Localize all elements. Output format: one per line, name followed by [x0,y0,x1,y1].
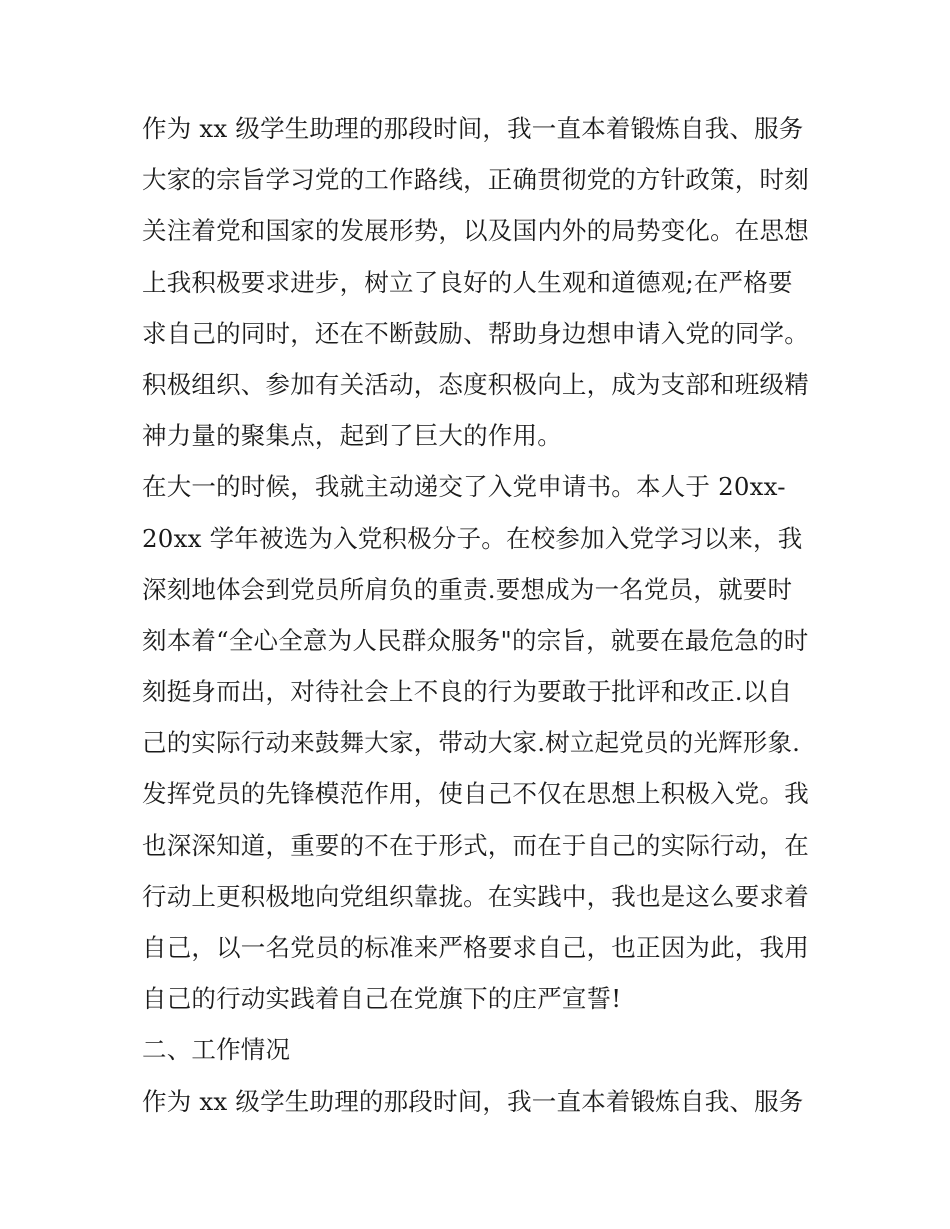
text-line: 作为 xx 级学生助理的那段时间，我一直本着锻炼自我、服务 [142,114,804,143]
text-line: 求自己的同时，还在不断鼓励、帮助身边想申请入党的同学。 [142,318,809,348]
text-line: 作为 xx 级学生助理的那段时间，我一直本着锻炼自我、服务 [142,1086,804,1116]
text-line: 刻本着“全心全意为人民群众服务"的宗旨，就要在最危急的时 [142,625,809,655]
section-heading: 二、工作情况 [142,1035,291,1065]
text-line: 行动上更积极地向党组织靠拢。在实践中，我也是这么要求着 [142,881,809,911]
text-line: 20xx 学年被选为入党积极分子。在校参加入党学习以来，我 [142,523,803,553]
text-line: 关注着党和国家的发展形势，以及国内外的局势变化。在思想 [142,216,809,246]
body-text [142,103,822,1127]
text-line: 积极组织、参加有关活动，态度积极向上，成为支部和班级精 [142,369,809,399]
text-line: 也深深知道，重要的不在于形式，而在于自己的实际行动，在 [142,830,809,860]
text-line: 刻挺身而出，对待社会上不良的行为要敢于批评和改正.以自 [142,677,793,707]
text-line: 自己，以一名党员的标准来严格要求自己，也正因为此，我用 [142,933,809,962]
text-line: 己的实际行动来鼓舞大家，带动大家.树立起党员的光辉形象. [142,728,801,758]
text-line: 神力量的聚集点，起到了巨大的作用。 [142,421,562,451]
text-line: 自己的行动实践着自己在党旗下的庄严宣誓! [142,984,622,1014]
text-line: 在大一的时候，我就主动递交了入党申请书。本人于 20xx- [142,472,786,502]
text-line: 大家的宗旨学习党的工作路线，正确贯彻党的方针政策，时刻 [142,165,809,195]
text-line: 深刻地体会到党员所肩负的重责.要想成为一名党员，就要时 [142,574,793,604]
text-line: 上我积极要求进步，树立了良好的人生观和道德观;在严格要 [142,267,793,297]
text-line: 发挥党员的先锋模范作用，使自己不仅在思想上积极入党。我 [142,779,809,809]
